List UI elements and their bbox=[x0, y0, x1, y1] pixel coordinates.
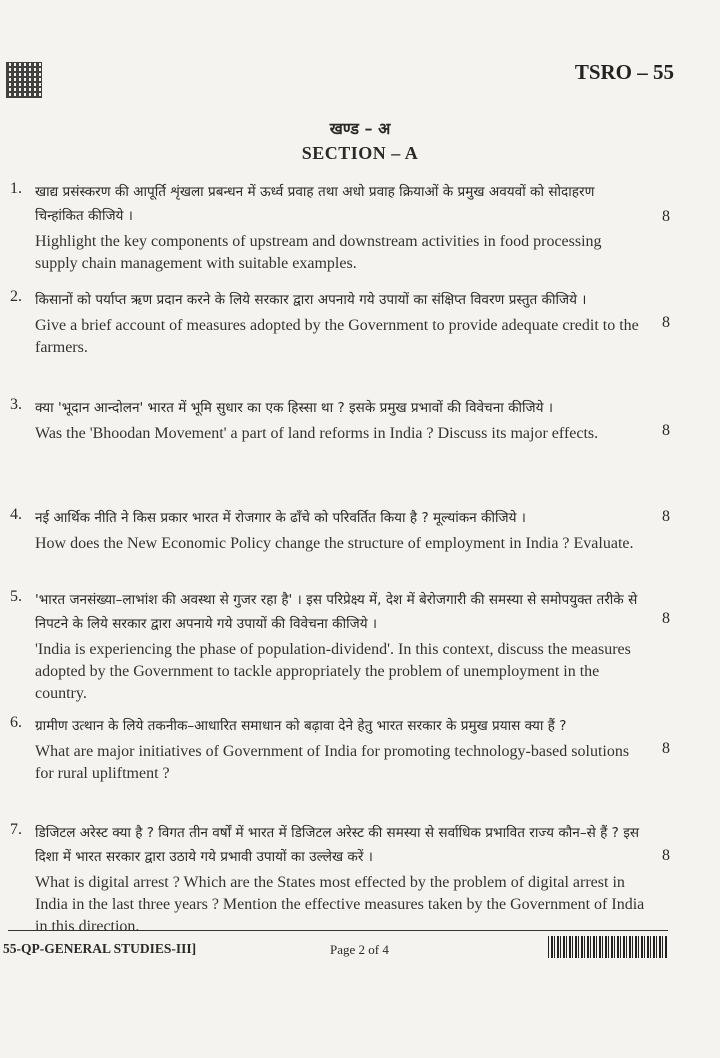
question-marks: 8 bbox=[662, 314, 670, 331]
question-text-english: Give a brief account of measures adopted by the Government to provide adequate credit to the farmers. bbox=[35, 317, 639, 356]
question-text-english: What are major initiatives of Government of India for promoting technology-based solutions for rural upliftment ? bbox=[35, 743, 630, 782]
question-text-english: 'India is experiencing the phase of population-dividend'. In this context, discuss the measures adopted by the Government to tackle appropriately the problem of unemployment in the country. bbox=[35, 641, 631, 702]
question-text-english: Was the 'Bhoodan Movement' a part of land reforms in India ? Discuss its major effects. bbox=[35, 425, 599, 442]
question-text-hindi: किसानों को पर्याप्त ऋण प्रदान करने के लिये सरकार द्वारा अपनाये गये उपायों का संक्षिप्त विवरण प्रस्तुत कीजिये । bbox=[35, 292, 587, 308]
question-number: 1. bbox=[10, 180, 22, 197]
footer-divider bbox=[8, 930, 668, 931]
footer-paper-name: 55-QP-GENERAL STUDIES-III] bbox=[3, 941, 197, 956]
question-marks: 8 bbox=[662, 740, 670, 757]
question-number: 3. bbox=[10, 396, 22, 413]
question-text-english: How does the New Economic Policy change the structure of employment in India ? Evaluate. bbox=[35, 535, 634, 552]
paper-code: TSRO – 55 bbox=[574, 60, 674, 84]
question-marks: 8 bbox=[662, 208, 670, 225]
question-marks: 8 bbox=[662, 847, 670, 864]
question-number: 2. bbox=[10, 288, 22, 305]
question-text-hindi: क्या 'भूदान आन्दोलन' भारत में भूमि सुधार का एक हिस्सा था ? इसके प्रमुख प्रभावों की विवेचना कीजिये । bbox=[35, 400, 554, 416]
question-text-hindi: डिजिटल अरेस्ट क्या है ? विगत तीन वर्षों में भारत में डिजिटल अरेस्ट की समस्या से सर्वाधिक प्रभावित राज्य कौन–से हैं ? इस दिशा में भारत सरकार द्वारा उठाये गये प्रभावी उपायों का उल्लेख करें । bbox=[35, 825, 640, 865]
qr-code-icon bbox=[6, 62, 42, 98]
page-number: Page 2 of 4 bbox=[330, 942, 389, 957]
question-text-english: What is digital arrest ? Which are the States most effected by the problem of digital arrest in India in the last three years ? Mention the effective measures taken by the Government of India in this direction. bbox=[35, 874, 645, 935]
question-marks: 8 bbox=[662, 508, 670, 525]
question-number: 5. bbox=[10, 588, 22, 605]
section-title: SECTION – A bbox=[301, 143, 419, 163]
question-text-hindi: 'भारत जनसंख्या–लाभांश की अवस्था से गुजर रहा है' । इस परिप्रेक्ष्य में, देश में बेरोजगारी की समस्या से समोपयुक्त तरीके से निपटने के लिये सरकार द्वारा अपनाये गये उपायों की विवेचना कीजिये । bbox=[35, 592, 638, 632]
question-marks: 8 bbox=[662, 610, 670, 627]
question-text-hindi: नई आर्थिक नीति ने किस प्रकार भारत में रोजगार के ढाँचे को परिवर्तित किया है ? मूल्यांकन कीजिये । bbox=[35, 510, 526, 526]
question-number: 4. bbox=[10, 506, 22, 523]
barcode-icon bbox=[548, 936, 668, 958]
question-text-english: Highlight the key components of upstream and downstream activities in food processing supply chain management with suitable examples. bbox=[35, 233, 602, 272]
section-title-hindi: खण्ड – अ bbox=[329, 119, 391, 138]
question-text-hindi: खाद्य प्रसंस्करण की आपूर्ति शृंखला प्रबन्धन में ऊर्ध्व प्रवाह तथा अधो प्रवाह क्रियाओं के प्रमुख अवयवों को सोदाहरण चिन्हांकित कीजिये । bbox=[35, 184, 595, 224]
question-text-hindi: ग्रामीण उत्थान के लिये तकनीक–आधारित समाधान को बढ़ावा देने हेतु भारत सरकार के प्रमुख प्रयास क्या हैं ? bbox=[35, 718, 567, 734]
question-number: 6. bbox=[10, 714, 22, 731]
question-number: 7. bbox=[10, 821, 22, 838]
question-marks: 8 bbox=[662, 422, 670, 439]
